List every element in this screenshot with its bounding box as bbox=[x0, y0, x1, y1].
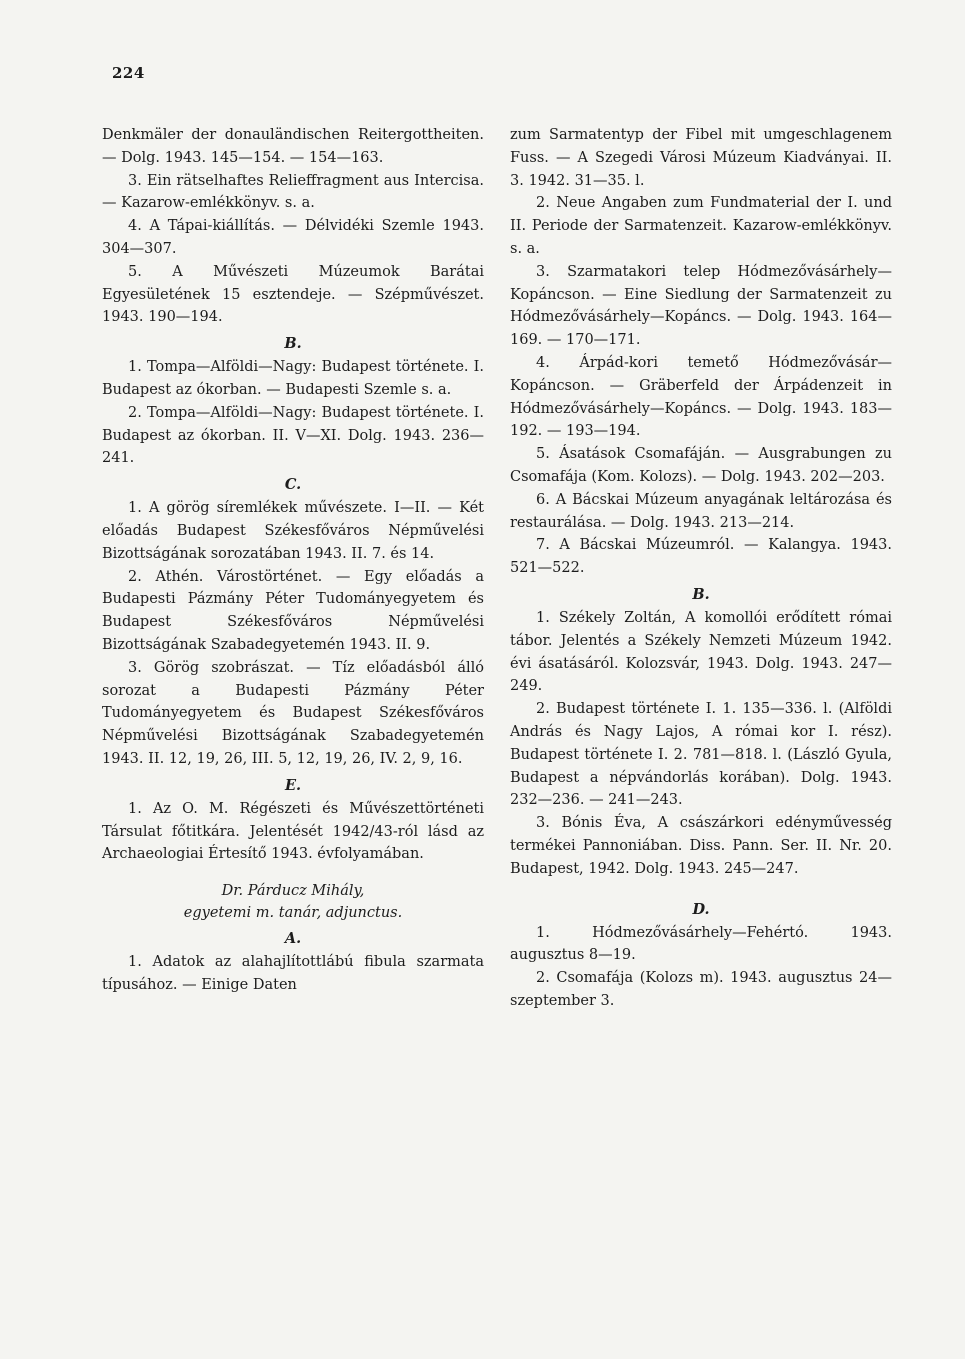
bibliography-entry: 3. Bónis Éva, A császárkori edényművesség termékei Pannoniában. Diss. Pann. Ser. II. Nr. 20. Budapest, 1942. Dolg. 1943. 245—247. bbox=[510, 815, 892, 877]
section-heading: E. bbox=[284, 776, 302, 794]
spacer bbox=[510, 881, 892, 895]
bibliography-entry: zum Sarmatentyp der Fibel mit umgeschlagenem Fuss. — A Szegedi Városi Múzeum Kiadványai. II. 3. 1942. 31—35. l. bbox=[510, 127, 892, 189]
bibliography-entry: 2. Neue Angaben zum Fundmaterial der I. und II. Periode der Sarmatenzeit. Kazarow-emlékkönyv. s. a. bbox=[510, 195, 892, 257]
bibliography-entry: 2. Csomafája (Kolozs m). 1943. augusztus 24—szeptember 3. bbox=[510, 970, 892, 1009]
author-signature: egyetemi m. tanár, adjunctus. bbox=[183, 905, 403, 922]
bibliography-entry: 2. Tompa—Alföldi—Nagy: Budapest története. I. Budapest az ókorban. II. V—XI. Dolg. 1943. 236—241. bbox=[102, 404, 484, 467]
spacer bbox=[102, 866, 484, 880]
bibliography-entry: 1. Adatok az alahajlítottlábú fibula szarmata típusához. — Einige Daten bbox=[102, 954, 484, 993]
page-number: 224 bbox=[112, 64, 145, 82]
bibliography-entry: 3. Szarmatakori telep Hódmezővásárhely—Kopáncson. — Eine Siedlung der Sarmatenzeit zu Hódmezővásárhely—Kopáncs. — Dolg. 1943. 164—169. — 170—171. bbox=[510, 263, 892, 349]
bibliography-entry: 5. A Művészeti Múzeumok Barátai Egyesületének 15 esztendeje. — Szépművészet. 1943. 190—194. bbox=[102, 263, 484, 326]
bibliography-entry: 7. A Bácskai Múzeumról. — Kalangya. 1943. 521—522. bbox=[510, 537, 892, 577]
bibliography-entry: Denkmäler der donauländischen Reitergottheiten. — Dolg. 1943. 145—154. — 154—163. bbox=[102, 127, 484, 166]
bibliography-entry: 6. A Bácskai Múzeum anyagának leltározása és restaurálása. — Dolg. 1943. 213—214. bbox=[510, 491, 892, 531]
bibliography-entry: 2. Athén. Várostörténet. — Egy előadás a Budapesti Pázmány Péter Tudományegyetem és Budapest Székesfőváros Népművelési Bizottságának Szabadegyetemén 1943. II. 9. bbox=[102, 568, 484, 653]
author-signature: Dr. Párducz Mihály, bbox=[221, 883, 365, 900]
section-heading: B. bbox=[692, 585, 710, 603]
section-heading: C. bbox=[284, 476, 302, 494]
bibliography-entry: 1. A görög síremlékek művészete. I—II. — Két előadás Budapest Székesfőváros Népművelési Bizottságának sorozatában 1943. II. 7. és 14. bbox=[102, 500, 484, 562]
bibliography-entry: 2. Budapest története I. 1. 135—336. l. (Alföldi András és Nagy Lajos, A római kor I. rész). Budapest története I. 2. 781—818. l. (László Gyula, Budapest a népvándorlás korában). Dolg. 1943. 232—236. — 241—243. bbox=[510, 701, 892, 809]
section-heading: B. bbox=[284, 335, 302, 353]
bibliography-entry: 5. Ásatások Csomafáján. — Ausgrabungen zu Csomafája (Kom. Kolozs). — Dolg. 1943. 202—203. bbox=[510, 446, 892, 485]
bibliography-entry: 3. Ein rätselhaftes Relieffragment aus Intercisa. — Kazarow-emlékkönyv. s. a. bbox=[102, 172, 484, 212]
bibliography-entry: 1. Hódmezővásárhely—Fehértó. 1943. augusztus 8—19. bbox=[510, 924, 892, 964]
bibliography-entry: 3. Görög szobrászat. — Tíz előadásból álló sorozat a Budapesti Pázmány Péter Tudományegyetem és Budapest Székesfőváros Népművelési Bizottságának Szabadegyetemén 1943. II. 12, 19, 26, III. 5, 12, 19, 26, IV. 2, 9, 16. bbox=[102, 659, 484, 767]
section-heading: D. bbox=[692, 900, 710, 918]
bibliography-entry: 1. Székely Zoltán, A komollói erődített római tábor. Jelentés a Székely Nemzeti Múzeum 1942. évi ásatásáról. Kolozsvár, 1943. Dolg. 1943. 247—249. bbox=[510, 609, 892, 695]
section-heading: A. bbox=[284, 930, 302, 948]
bibliography-entry: 4. Árpád-kori temető Hódmezővásár—Kopáncson. — Gräberfeld der Árpádenzeit in Hódmezővásárhely—Kopáncs. — Dolg. 1943. 183—192. — 193—194. bbox=[510, 354, 892, 440]
left-column bbox=[102, 124, 484, 997]
bibliography-entry: 4. A Tápai-kiállítás. — Délvidéki Szemle 1943. 304—307. bbox=[102, 218, 484, 257]
bibliography-entry: 1. Tompa—Alföldi—Nagy: Budapest története. I. Budapest az ókorban. — Budapesti Szemle s. a. bbox=[102, 359, 484, 398]
bibliography-entry: 1. Az O. M. Régészeti és Művészettörténeti Társulat főtitkára. Jelentését 1942/43-ról lásd az Archaeologiai Értesítő 1943. évfolyamában. bbox=[102, 800, 484, 863]
right-column bbox=[510, 124, 892, 1013]
